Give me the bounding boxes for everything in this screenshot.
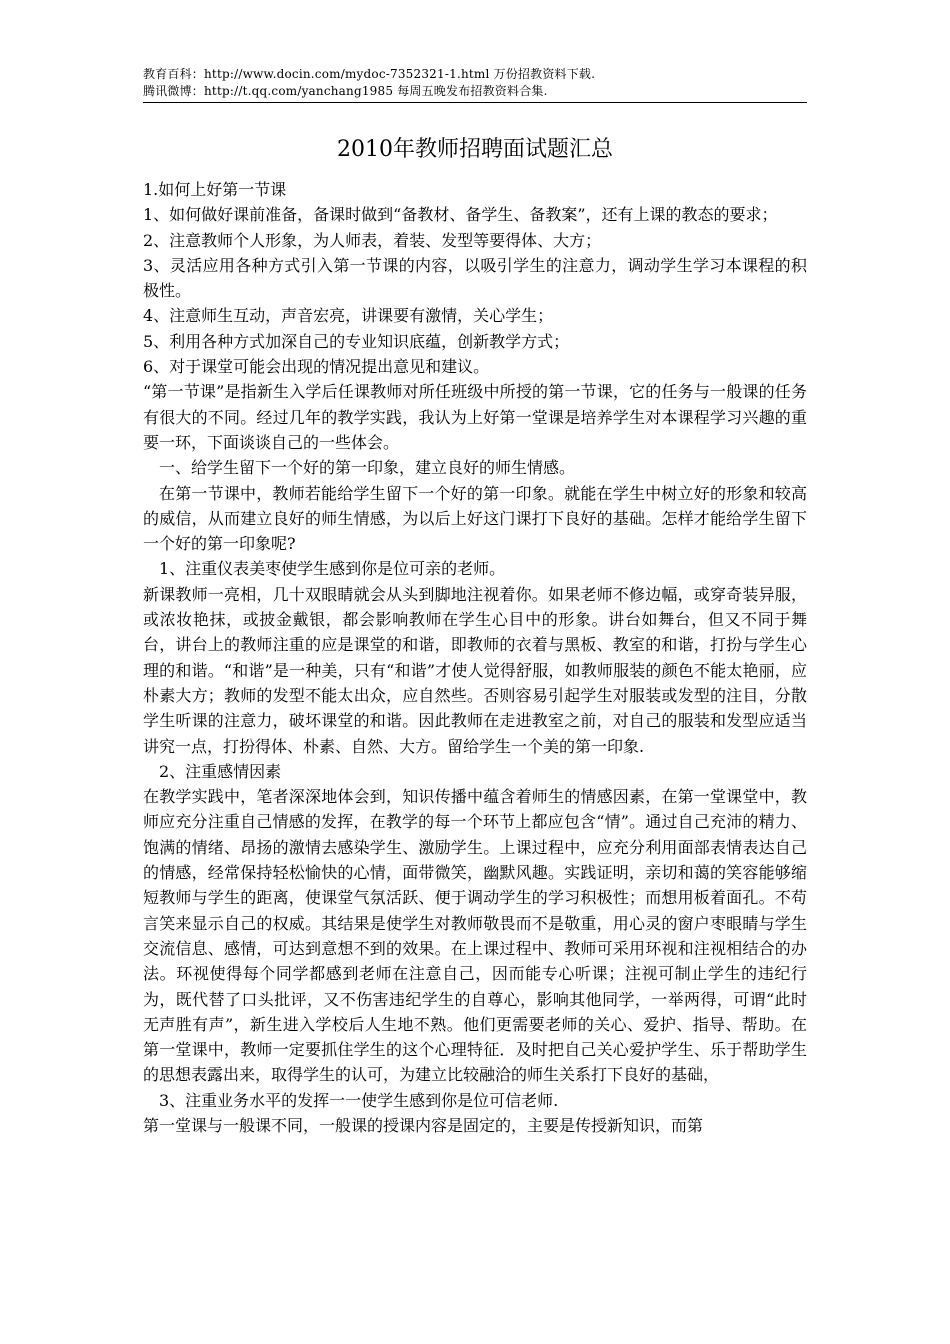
paragraph: 在第一节课中，教师若能给学生留下一个好的第一印象。就能在学生中树立好的形象和较高的威信，从而建立良好的师生情感，为以后上好这门课打下良好的基础。怎样才能给学生留下一个好的第一印象呢? [143,483,807,554]
subsection-heading: 1、注重仪表美枣使学生感到你是位可亲的老师。 [159,559,506,579]
list-item: 4、注意师生互动，声音宏亮，讲课要有激情，关心学生； [143,306,554,326]
list-item: 5、利用各种方式加深自己的专业知识底蕴，创新教学方式； [143,331,570,351]
paragraph: “第一节课”是指新生入学后任课教师对所任班级中所授的第一节课，它的任务与一般课的任务有很大的不同。经过几年的教学实践，我认为上好第一堂课是培养学生对本课程学习兴趣的重要一环，下面谈谈自己的一些体会。 [143,382,807,452]
header-line-weibo: 腾讯微博：http://t.qq.com/yanchang1985 每周五晚发布招教资料合集. [143,84,548,98]
section-heading: 1.如何上好第一节课 [143,180,287,199]
subsection-heading: 2、注重感情因素 [159,761,282,781]
header-line-docin: 教育百科：http://www.docin.com/mydoc-7352321-1.html 万份招教资料下载. [143,67,596,81]
subsection-heading: 一、给学生留下一个好的第一印象，建立良好的师生情感。 [159,458,576,478]
subsection-heading: 3、注重业务水平的发挥一一使学生感到你是位可信老师. [159,1090,559,1110]
list-item: 6、对于课堂可能会出现的情况提出意见和建议。 [143,357,490,377]
list-item: 1、如何做好课前准备，备课时做到“备教材、备学生、备教案”，还有上课的教态的要求； [143,205,778,225]
paragraph: 在教学实践中，笔者深深地体会到，知识传播中蕴含着师生的情感因素，在第一堂课堂中，教师应充分注重自己情感的发挥，在教学的每一个环节上都应包含“情”。通过自己充沛的精力、饱满的情绪、昂扬的激情去感染学生、激励学生。上课过程中，应充分利用面部表情表达自己的情感，经常保持轻松愉快的心情，面带微笑，幽默风趣。实践证明，亲切和蔼的笑容能够缩短教师与学生的距离，使课堂气氛活跃、便于调动学生的学习积极性；而想用板着面孔。不苟言笑来显示自己的权威。其结果是使学生对教师敬畏而不是敬重，用心灵的窗户枣眼睛与学生交流信息、感情，可达到意想不到的效果。在上课过程中、教师可采用环视和注视相结合的办法。环视使得每个同学都感到老师在注意自己，因而能专心听课；注视可制止学生的违纪行为，既代替了口头批评，又不伤害违纪学生的自尊心，影响其他同学，一举两得，可谓“此时无声胜有声”，新生进入学校后人生地不熟。他们更需要老师的关心、爱护、指导、帮助。在第一堂课中，教师一定要抓住学生的这个心理特征．及时把自己关心爱护学生、乐于帮助学生的思想表露出来，取得学生的认可，为建立比较融洽的师生关系打下良好的基础， [143,787,807,1085]
document-body [143,177,807,1138]
paragraph: 第一堂课与一般课不同，一般课的授课内容是固定的，主要是传授新知识，而第 [143,1115,704,1135]
document-title: 2010年教师招聘面试题汇总 [337,137,613,162]
list-item: 2、注意教师个人形象，为人师表，着装、发型等要得体、大方； [143,230,602,250]
list-item: 3、灵活应用各种方式引入第一节课的内容，以吸引学生的注意力，调动学生学习本课程的积极性。 [143,255,807,301]
document-page [143,66,807,1138]
paragraph: 新课教师一亮相，几十双眼睛就会从头到脚地注视着你。如果老师不修边幅，或穿奇装异服，或浓妆艳抹，或披金戴银，都会影响教师在学生心目中的形象。讲台如舞台，但又不同于舞台，讲台上的教师注重的应是课堂的和谐，即教师的衣着与黑板、教室的和谐，打扮与学生心理的和谐。“和谐”是一种美，只有“和谐”才使人觉得舒服，如教师服装的颜色不能太艳丽，应朴素大方；教师的发型不能太出众，应自然些。否则容易引起学生对服装或发型的注目，分散学生听课的注意力，破坏课堂的和谐。因此教师在走进教室之前，对自己的服装和发型应适当讲究一点，打扮得体、朴素、自然、大方。留给学生一个美的第一印象. [143,584,807,756]
page-header [143,66,807,103]
